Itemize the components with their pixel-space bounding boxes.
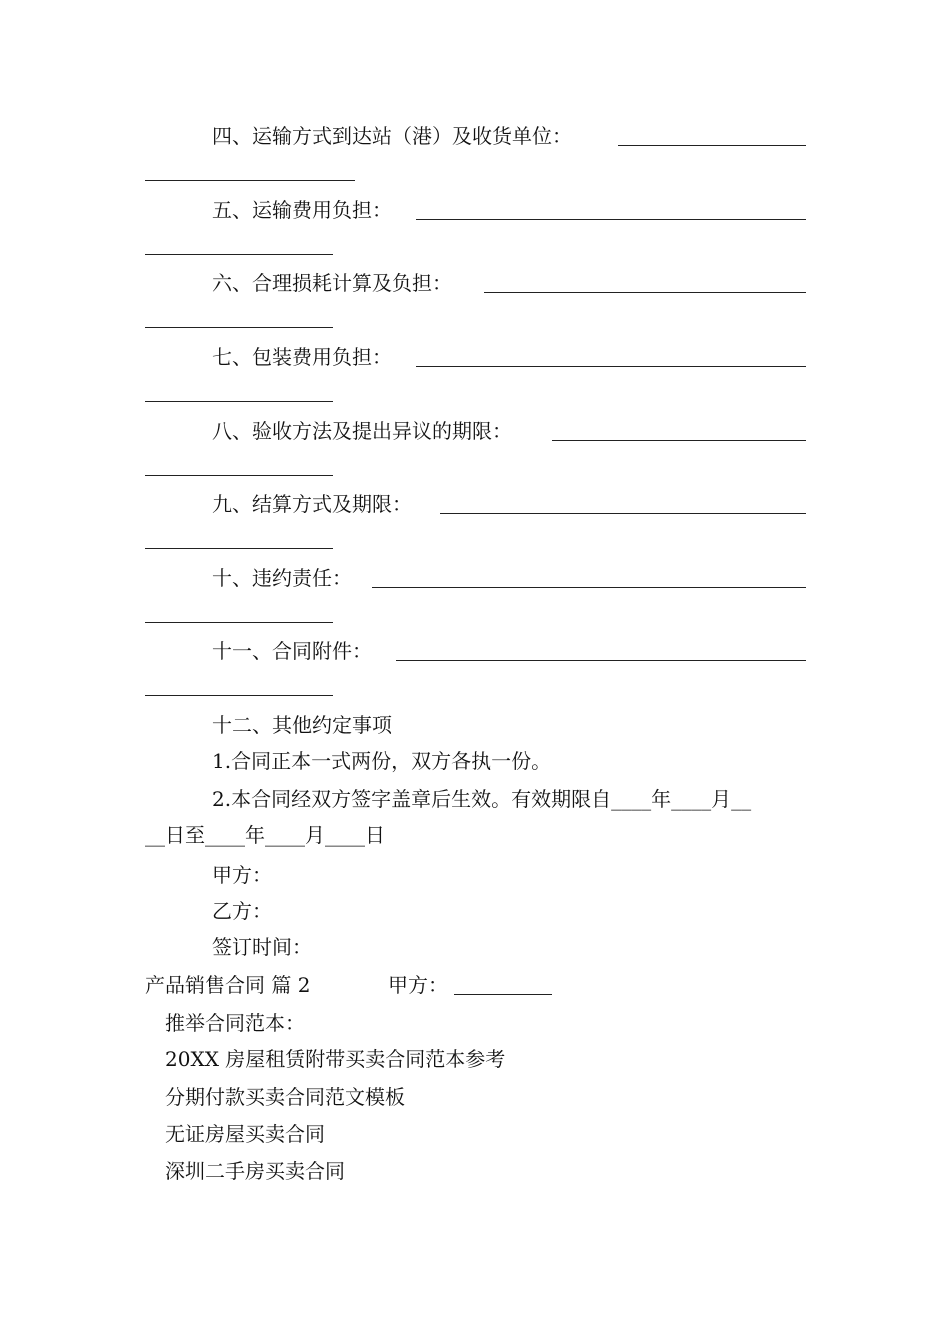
fill-in-line [145, 180, 355, 181]
clause-label: 五、运输费用负担： [212, 198, 392, 222]
clause-label: 八、验收方法及提出异议的期限： [212, 419, 512, 443]
clause-item: 1.合同正本一式两份，双方各执一份。 [212, 749, 552, 773]
recommend-heading: 推举合同范本： [165, 1011, 305, 1035]
party-a-label: 甲方： [212, 863, 272, 887]
fill-in-line [145, 695, 333, 696]
clause-label: 六、合理损耗计算及负担： [212, 271, 452, 295]
clause-label: 九、结算方式及期限： [212, 492, 412, 516]
fill-in-line [145, 548, 333, 549]
recommend-link[interactable]: 深圳二手房买卖合同 [165, 1159, 345, 1183]
sign-date-label: 签订时间： [212, 935, 312, 959]
party-a-label: 甲方： [388, 973, 448, 997]
clause-item: 2.本合同经双方签字盖章后生效。有效期限自____年____月__ [212, 787, 752, 811]
clause-label: 四、运输方式到达站（港）及收货单位： [212, 124, 572, 148]
fill-in-line [552, 440, 806, 441]
fill-in-line [440, 513, 806, 514]
fill-in-line [416, 219, 806, 220]
fill-in-line [396, 660, 806, 661]
fill-in-line [145, 401, 333, 402]
clause-item-continued: __日至____年____月____日 [145, 823, 385, 847]
clause-label: 十、违约责任： [212, 566, 352, 590]
fill-in-line [416, 366, 806, 367]
clause-heading: 十二、其他约定事项 [212, 713, 392, 737]
fill-in-line [145, 254, 333, 255]
recommend-link[interactable]: 无证房屋买卖合同 [165, 1122, 325, 1146]
fill-in-line [145, 475, 333, 476]
fill-in-line [145, 622, 333, 623]
fill-in-line [484, 292, 806, 293]
section-title: 产品销售合同 篇 2 [145, 973, 311, 997]
clause-label: 十一、合同附件： [212, 639, 372, 663]
clause-label: 七、包装费用负担： [212, 345, 392, 369]
fill-in-line [618, 145, 806, 146]
fill-in-line [454, 994, 552, 995]
recommend-link[interactable]: 20XX 房屋租赁附带买卖合同范本参考 [165, 1047, 506, 1071]
fill-in-line [372, 587, 806, 588]
recommend-link[interactable]: 分期付款买卖合同范文模板 [165, 1085, 405, 1109]
fill-in-line [145, 327, 333, 328]
party-b-label: 乙方： [212, 899, 272, 923]
